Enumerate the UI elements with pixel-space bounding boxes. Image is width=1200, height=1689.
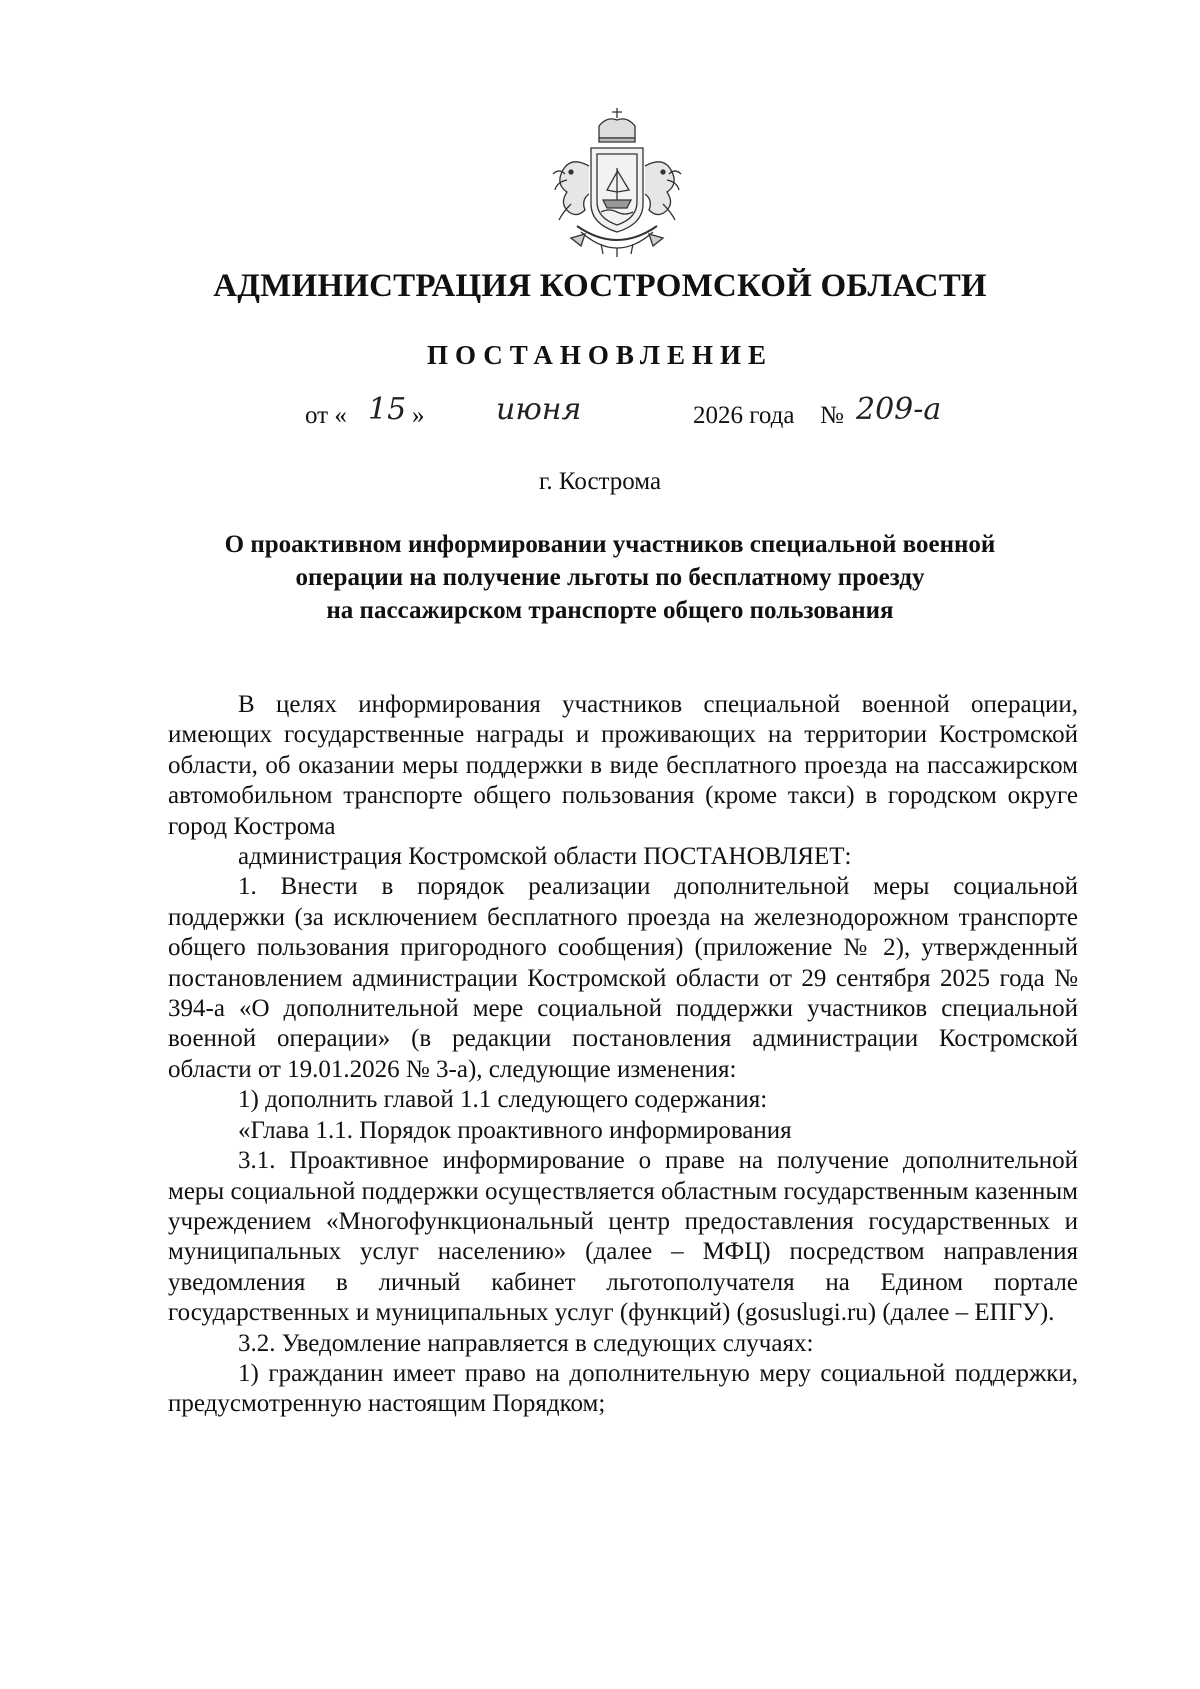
body-paragraph: «Глава 1.1. Порядок проактивного информирования bbox=[238, 1116, 792, 1144]
kostroma-coat-of-arms-icon bbox=[541, 108, 693, 258]
subject-line: О проактивном информировании участников специальной военной bbox=[224, 531, 996, 558]
body-paragraph: 3.2. Уведомление направляется в следующих случаях: bbox=[238, 1329, 814, 1357]
body-paragraph: 1) гражданин имеет право на дополнительную меру социальной поддержки, предусмотренную настоящим Порядком; bbox=[168, 1359, 1078, 1418]
subject-line: операции на получение льготы по бесплатному проезду bbox=[295, 564, 925, 591]
date-line bbox=[0, 392, 1200, 446]
document-body bbox=[168, 690, 1078, 1420]
document-subject bbox=[150, 528, 1070, 627]
document-number: 209-а bbox=[856, 392, 942, 427]
document-type: ПОСТАНОВЛЕНИЕ bbox=[426, 340, 774, 370]
date-month: июня bbox=[496, 392, 582, 427]
body-paragraph: 1. Внести в порядок реализации дополнительной меры социальной поддержки (за исключением бесплатного проезда на железнодорожном транспорте общего пользования пригородного сообщения) (приложение № 2), утвержденный постановлением администрации Костромской области от 29 сентября 2025 года № 394-а «О дополнительной мере социальной поддержки участников специальной военной операции» (в редакции постановления администрации Костромской области от 19.01.2026 № 3-а), следующие изменения: bbox=[168, 873, 1078, 1083]
date-from-label: от « bbox=[305, 402, 347, 429]
body-paragraph: В целях информирования участников специальной военной операции, имеющих государственные награды и проживающих на территории Костромской области, об оказании меры поддержки в виде бесплатного проезда на пассажирском автомобильном транспорте общего пользования (кроме такси) в городском округе город Кострома bbox=[168, 691, 1078, 840]
date-day: 15 bbox=[368, 392, 407, 427]
date-year: 2026 года bbox=[693, 402, 795, 429]
body-paragraph: администрация Костромской области ПОСТАНОВЛЯЕТ: bbox=[238, 843, 852, 871]
body-paragraph: 1) дополнить главой 1.1 следующего содержания: bbox=[238, 1086, 768, 1114]
subject-line: на пассажирском транспорте общего пользования bbox=[326, 597, 894, 624]
organization-title: АДМИНИСТРАЦИЯ КОСТРОМСКОЙ ОБЛАСТИ bbox=[213, 268, 987, 304]
city-name: г. Кострома bbox=[538, 468, 662, 495]
date-close-quote: » bbox=[412, 402, 425, 429]
body-paragraph: 3.1. Проактивное информирование о праве на получение дополнительной меры социальной поддержки осуществляется областным государственным казенным учреждением «Многофункциональный центр предоставления государственных и муниципальных услуг населению» (далее – МФЦ) посредством направления уведомления в личный кабинет льготополучателя на Едином портале государственных и муниципальных услуг (функций) (gosuslugi.ru) (далее – ЕПГУ). bbox=[168, 1147, 1078, 1327]
number-label: № bbox=[820, 402, 844, 429]
